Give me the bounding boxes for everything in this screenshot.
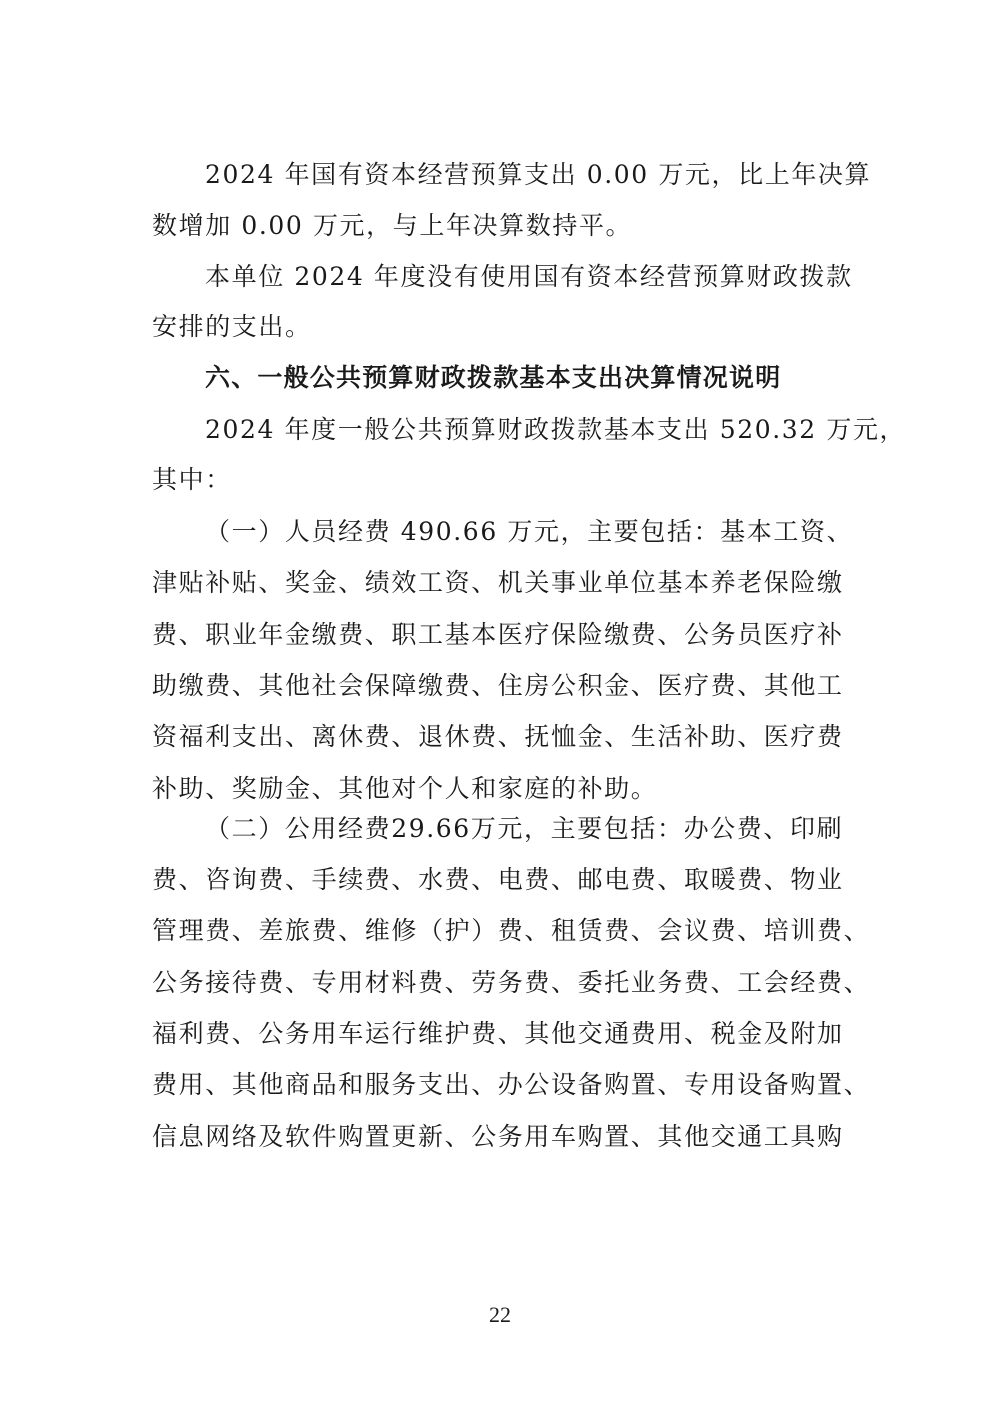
paragraph-line: 信息网络及软件购置更新、公务用车购置、其他交通工具购 — [152, 1122, 844, 1151]
paragraph-line: 费、职业年金缴费、职工基本医疗保险缴费、公务员医疗补 — [152, 620, 844, 649]
paragraph-line: 管理费、差旅费、维修（护）费、租赁费、会议费、培训费、 — [152, 916, 871, 945]
paragraph-line: 津贴补贴、奖金、绩效工资、机关事业单位基本养老保险缴 — [152, 568, 844, 597]
paragraph-line: （二）公用经费29.66万元，主要包括：办公费、印刷 — [205, 814, 844, 843]
page-number: 22 — [489, 1302, 511, 1327]
paragraph-line: 费用、其他商品和服务支出、办公设备购置、专用设备购置、 — [152, 1070, 871, 1099]
paragraph-line: （一）人员经费 490.66 万元，主要包括：基本工资、 — [205, 517, 854, 546]
paragraph-line: 数增加 0.00 万元，与上年决算数持平。 — [152, 211, 633, 240]
paragraph-line: 助缴费、其他社会保障缴费、住房公积金、医疗费、其他工 — [152, 671, 844, 700]
paragraph-line: 福利费、公务用车运行维护费、其他交通费用、税金及附加 — [152, 1019, 844, 1048]
paragraph-line: 资福利支出、离休费、退休费、抚恤金、生活补助、医疗费 — [152, 722, 844, 751]
paragraph-line: 本单位 2024 年度没有使用国有资本经营预算财政拨款 — [205, 262, 853, 291]
section-heading: 六、一般公共预算财政拨款基本支出决算情况说明 — [205, 363, 782, 392]
paragraph-line: 公务接待费、专用材料费、劳务费、委托业务费、工会经费、 — [152, 968, 871, 997]
paragraph-line: 2024 年国有资本经营预算支出 0.00 万元，比上年决算 — [205, 160, 872, 189]
paragraph-line: 其中： — [152, 465, 232, 494]
paragraph-line: 补助、奖励金、其他对个人和家庭的补助。 — [152, 774, 658, 803]
paragraph-line: 费、咨询费、手续费、水费、电费、邮电费、取暖费、物业 — [152, 865, 844, 894]
paragraph-line: 安排的支出。 — [152, 312, 312, 341]
paragraph-line: 2024 年度一般公共预算财政拨款基本支出 520.32 万元， — [205, 415, 907, 444]
